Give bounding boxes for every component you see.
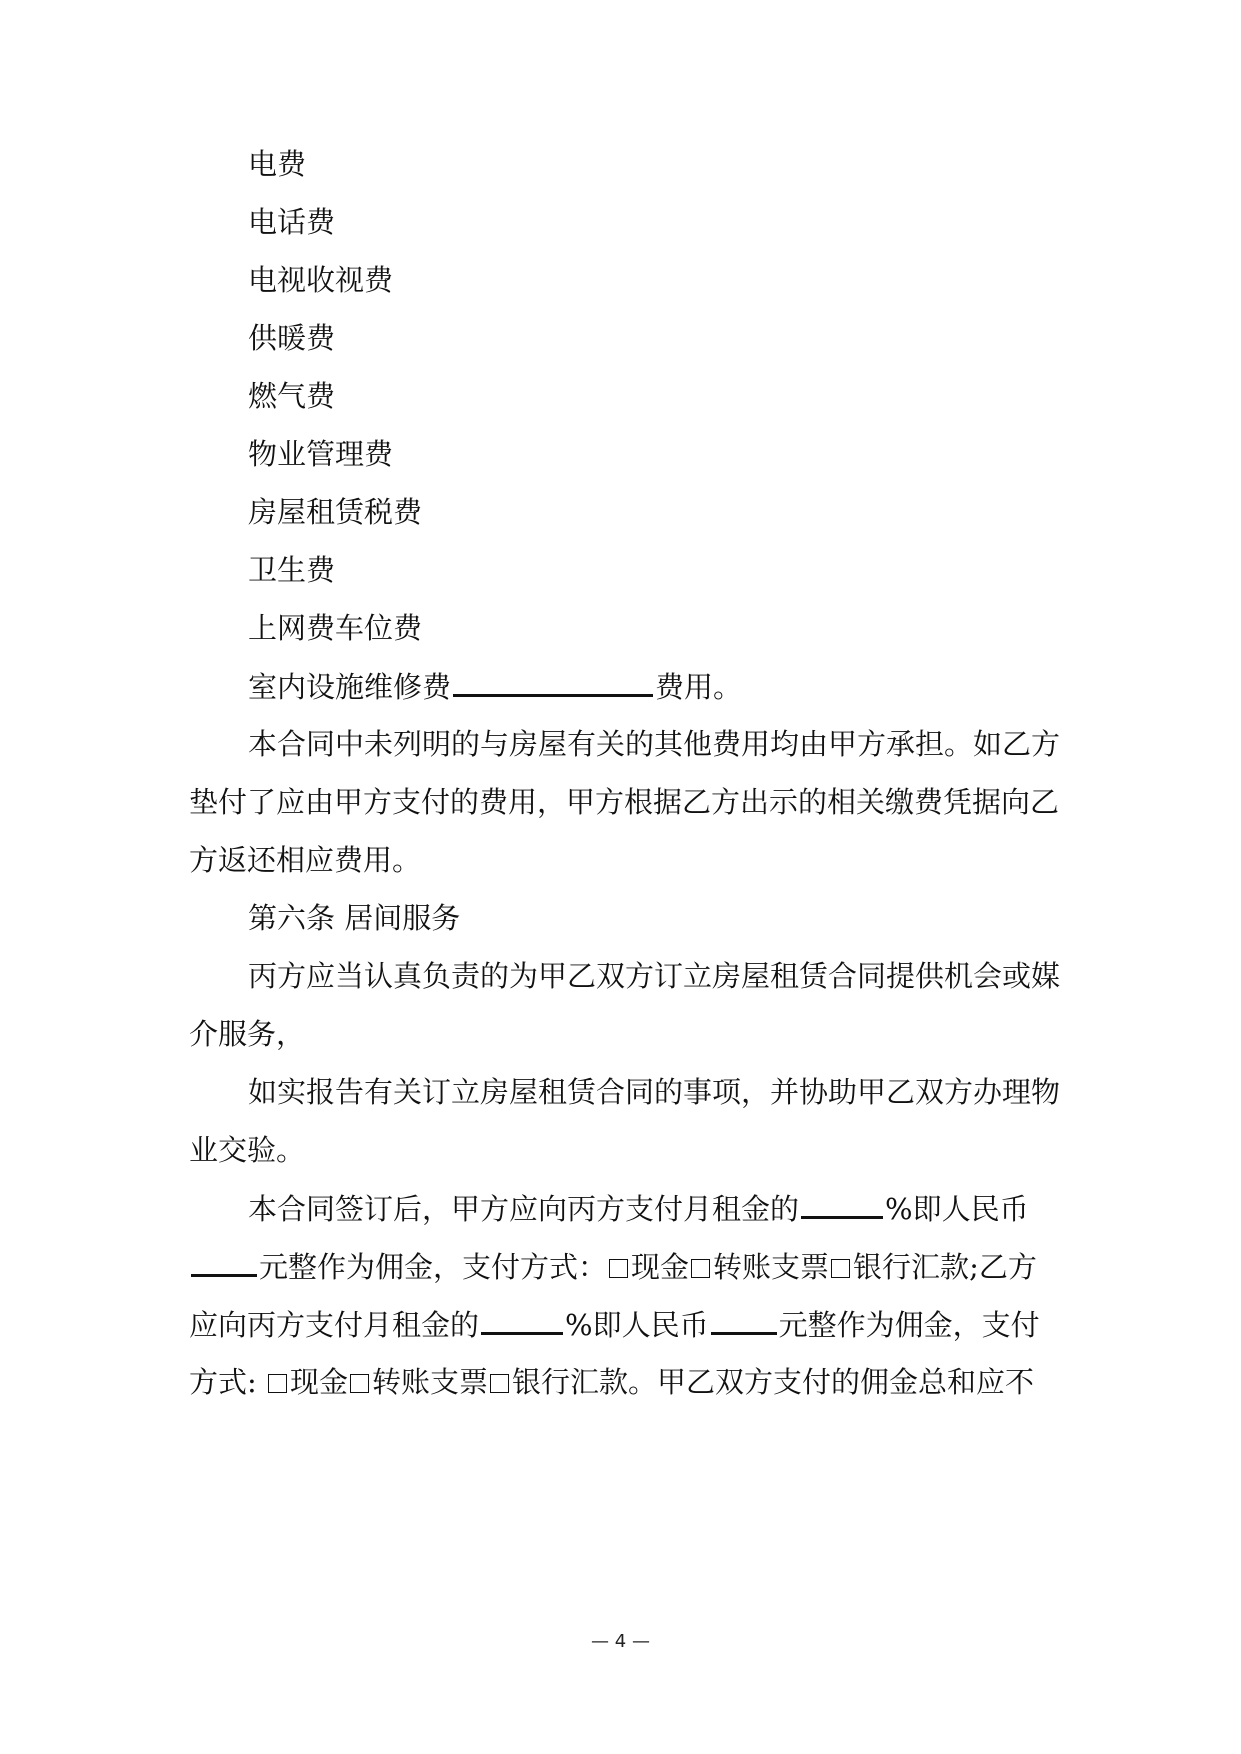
commission-party-a-text: 本合同签订后，甲方应向丙方支付月租金的 xyxy=(248,1192,800,1226)
party-b-intro: ;乙方 xyxy=(969,1250,1037,1284)
commission-total-text: 。甲乙双方支付的佣金总和应不 xyxy=(628,1365,1035,1399)
checkbox-cash-a[interactable] xyxy=(609,1259,628,1278)
maintenance-label: 室内设施维修费 xyxy=(248,670,452,704)
article-6-p3-line-1 xyxy=(248,1188,1029,1228)
checkbox-bank-a[interactable] xyxy=(831,1259,850,1278)
article-6-p1-line-1: 丙方应当认真负责的为甲乙双方订立房屋租赁合同提供机会或媒 xyxy=(248,959,1061,993)
article-6-p2-line-1: 如实报告有关订立房屋租赁合同的事项，并协助甲乙双方办理物 xyxy=(248,1075,1061,1109)
commission-payment-text-b: 元整作为佣金，支付 xyxy=(778,1308,1040,1342)
option-cash-b: 现金 xyxy=(290,1365,349,1399)
commission-percent-blank-a xyxy=(801,1188,883,1219)
checkbox-cheque-a[interactable] xyxy=(691,1259,710,1278)
page-number: — 4 — xyxy=(591,1631,650,1652)
percent-rmb-text-a: %即人民币 xyxy=(885,1192,1029,1226)
option-bank-a: 银行汇款 xyxy=(853,1250,970,1284)
checkbox-cheque-b[interactable] xyxy=(350,1374,369,1393)
other-costs-line-1: 本合同中未列明的与房屋有关的其他费用均由甲方承担。如乙方 xyxy=(248,727,1061,761)
fee-item-internet-parking: 上网费车位费 xyxy=(248,611,423,645)
option-cheque-a: 转账支票 xyxy=(713,1250,830,1284)
article-6-p3-line-2 xyxy=(189,1246,1037,1286)
option-cheque-b: 转账支票 xyxy=(372,1365,489,1399)
article-6-p3-line-4 xyxy=(189,1362,1034,1402)
other-costs-line-2: 垫付了应由甲方支付的费用，甲方根据乙方出示的相关缴费凭据向乙 xyxy=(189,785,1060,819)
other-costs-line-3: 方返还相应费用。 xyxy=(189,843,422,877)
option-cash-a: 现金 xyxy=(631,1250,690,1284)
commission-amount-blank-b xyxy=(711,1304,777,1335)
payment-method-label-b: 方式: xyxy=(189,1365,266,1399)
commission-amount-blank-a xyxy=(191,1246,257,1277)
fee-item-telephone: 电话费 xyxy=(248,205,336,239)
fee-item-tv: 电视收视费 xyxy=(248,263,394,297)
fee-item-property-management: 物业管理费 xyxy=(248,437,394,471)
fee-item-maintenance xyxy=(248,666,742,706)
checkbox-cash-b[interactable] xyxy=(268,1374,287,1393)
article-6-p1-line-2: 介服务， xyxy=(189,1017,306,1051)
fee-item-heating: 供暖费 xyxy=(248,321,336,355)
percent-rmb-text-b: %即人民币 xyxy=(565,1308,709,1342)
commission-percent-blank-b xyxy=(481,1304,563,1335)
fee-item-sanitation: 卫生费 xyxy=(248,553,336,587)
article-6-p2-line-2: 业交验。 xyxy=(189,1133,306,1167)
article-6-p3-line-3 xyxy=(189,1304,1040,1344)
fee-item-gas: 燃气费 xyxy=(248,379,336,413)
article-6-heading: 第六条 居间服务 xyxy=(248,901,461,935)
maintenance-suffix: 费用。 xyxy=(655,670,743,704)
fee-item-rental-tax: 房屋租赁税费 xyxy=(248,495,423,529)
commission-party-b-text: 应向丙方支付月租金的 xyxy=(189,1308,480,1342)
option-bank-b: 银行汇款 xyxy=(512,1365,629,1399)
maintenance-blank xyxy=(453,666,653,697)
payment-method-label-a: 元整作为佣金，支付方式： xyxy=(259,1250,608,1284)
fee-item-electricity: 电费 xyxy=(248,147,307,181)
checkbox-bank-b[interactable] xyxy=(490,1374,509,1393)
